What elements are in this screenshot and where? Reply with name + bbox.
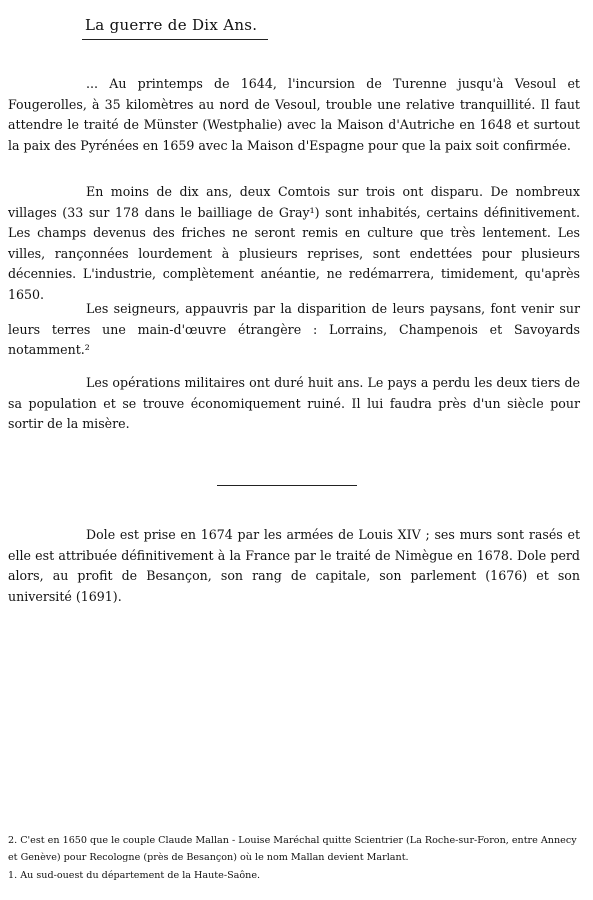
paragraph-population-loss: En moins de dix ans, deux Comtois sur trois ont disparu. De nombreux villages (33 sur 178 dans le bailliage de Gray¹) sont inhabités, certains définitivement. Les champs devenus des friches ne seront remis en culture que très lentement. Les villes, rançonnées lourdement à plusieurs reprises, sont endettées pour plusieurs décennies. L'industrie, complètement anéantie, ne redémarrera, timidement, qu'après 1650. [8,184,580,302]
paragraph-turenne-incursion: ... Au printemps de 1644, l'incursion de Turenne jusqu'à Vesoul et Fougerolles, à 35 kilomètres au nord de Vesoul, trouble une relative tranquillité. Il faut attendre le traité de Münster (Westphalie) avec la Maison d'Autriche en 1648 et surtout la paix des Pyrénées en 1659 avec la Maison d'Espagne pour que la paix soit confirmée. [8,76,580,153]
footnote-2: 2. C'est en 1650 que le couple Claude Mallan - Louise Maréchal quitte Scientrier (La Roche-sur-Foron, entre Annecy et Genève) pour Recologne (près de Besançon) où le nom Mallan devient Marlant. [8,835,577,863]
paragraph-foreign-workforce: Les seigneurs, appauvris par la disparition de leurs paysans, font venir sur leurs terres une main-d'œuvre étrangère : Lorrains, Champenois et Savoyards notamment.² [8,301,580,358]
page-title: La guerre de Dix Ans. [85,16,258,34]
footnote-1: 1. Au sud-ouest du département de la Haute-Saône. [8,870,261,881]
paragraph-war-consequences: Les opérations militaires ont duré huit ans. Le pays a perdu les deux tiers de sa population et se trouve économiquement ruiné. Il lui faudra près d'un siècle pour sortir de la misère. [8,375,580,432]
paragraph-dole-capture: Dole est prise en 1674 par les armées de Louis XIV ; ses murs sont rasés et elle est attribuée définitivement à la France par le traité de Nimègue en 1678. Dole perd alors, au profit de Besançon, son rang de capitale, son parlement (1676) et son université (1691). [8,527,580,604]
title-underline [82,39,268,40]
section-separator [217,485,357,486]
